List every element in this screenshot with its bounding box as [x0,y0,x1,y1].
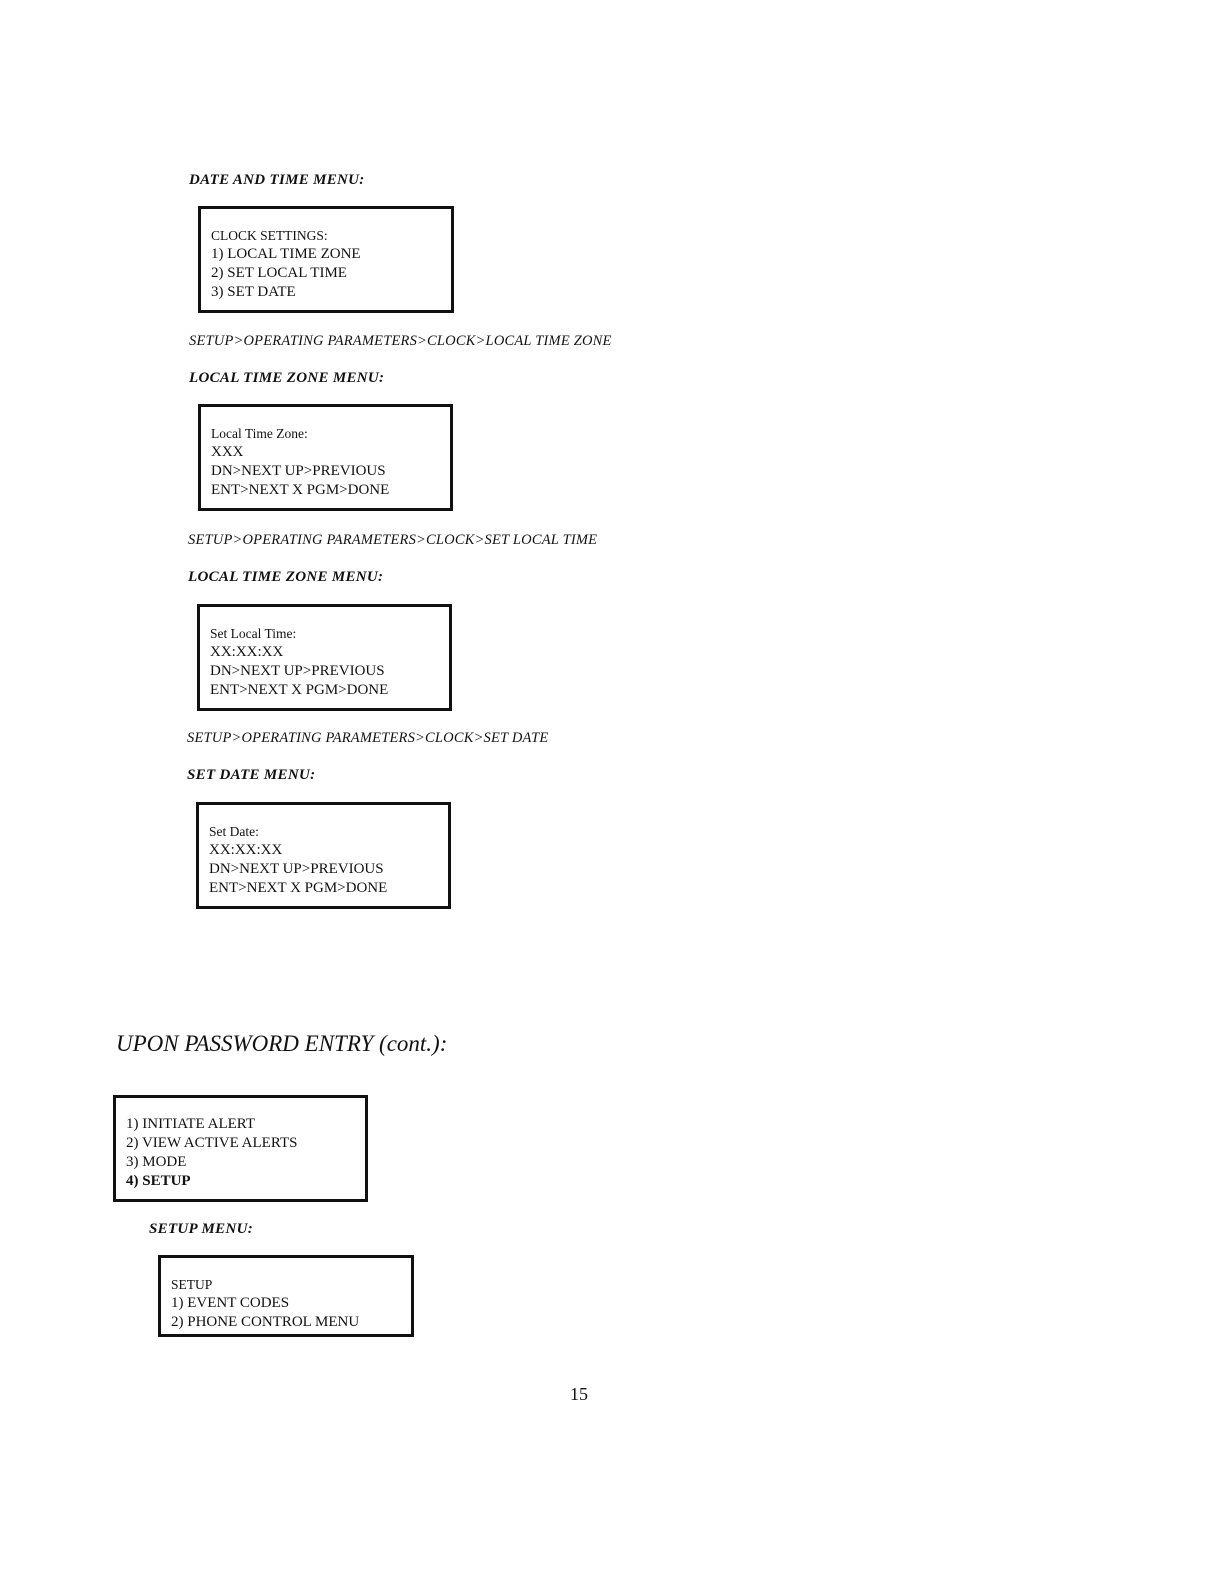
set-local-time-menu-heading: LOCAL TIME ZONE MENU: [188,569,384,585]
date-time-menu-heading: DATE AND TIME MENU: [189,172,365,188]
clock-settings-display [198,206,454,313]
display-line: 3) SET DATE [211,284,296,300]
display-line: 2) PHONE CONTROL MENU [171,1314,360,1330]
display-line: 1) LOCAL TIME ZONE [211,246,361,262]
display-line: XX:XX:XX [209,842,283,858]
display-line: CLOCK SETTINGS: [211,228,328,243]
display-line: DN>NEXT UP>PREVIOUS [209,861,384,877]
display-line-selected: 4) SETUP [126,1173,191,1189]
set-date-menu-heading: SET DATE MENU: [187,767,316,783]
display-line: Local Time Zone: [211,426,308,441]
setup-menu-heading: SETUP MENU: [149,1221,254,1237]
display-line: 1) EVENT CODES [171,1295,290,1311]
display-line: 1) INITIATE ALERT [126,1116,256,1132]
display-line: SETUP [171,1277,213,1292]
display-line: XX:XX:XX [210,644,284,660]
display-line: 2) VIEW ACTIVE ALERTS [126,1135,298,1151]
display-line: Set Local Time: [210,626,297,641]
display-line: 3) MODE [126,1154,187,1170]
setup-menu-display [158,1255,414,1337]
menu-path-set-date: SETUP>OPERATING PARAMETERS>CLOCK>SET DATE [187,730,549,746]
display-line: ENT>NEXT X PGM>DONE [210,682,389,698]
local-time-zone-display [198,404,453,511]
set-date-display [196,802,451,909]
display-line: ENT>NEXT X PGM>DONE [211,482,390,498]
page-number: 15 [570,1384,588,1404]
display-line: DN>NEXT UP>PREVIOUS [211,463,386,479]
section-title: UPON PASSWORD ENTRY (cont.): [116,1031,448,1056]
display-line: DN>NEXT UP>PREVIOUS [210,663,385,679]
main-menu-display [113,1095,368,1202]
set-local-time-display [197,604,452,711]
display-line: XXX [211,444,244,460]
local-time-zone-menu-heading: LOCAL TIME ZONE MENU: [189,370,385,386]
display-line: ENT>NEXT X PGM>DONE [209,880,388,896]
menu-path-local-time-zone: SETUP>OPERATING PARAMETERS>CLOCK>LOCAL TIME ZONE [189,333,612,349]
menu-path-set-local-time: SETUP>OPERATING PARAMETERS>CLOCK>SET LOCAL TIME [188,532,598,548]
display-line: Set Date: [209,824,259,839]
display-line: 2) SET LOCAL TIME [211,265,347,281]
